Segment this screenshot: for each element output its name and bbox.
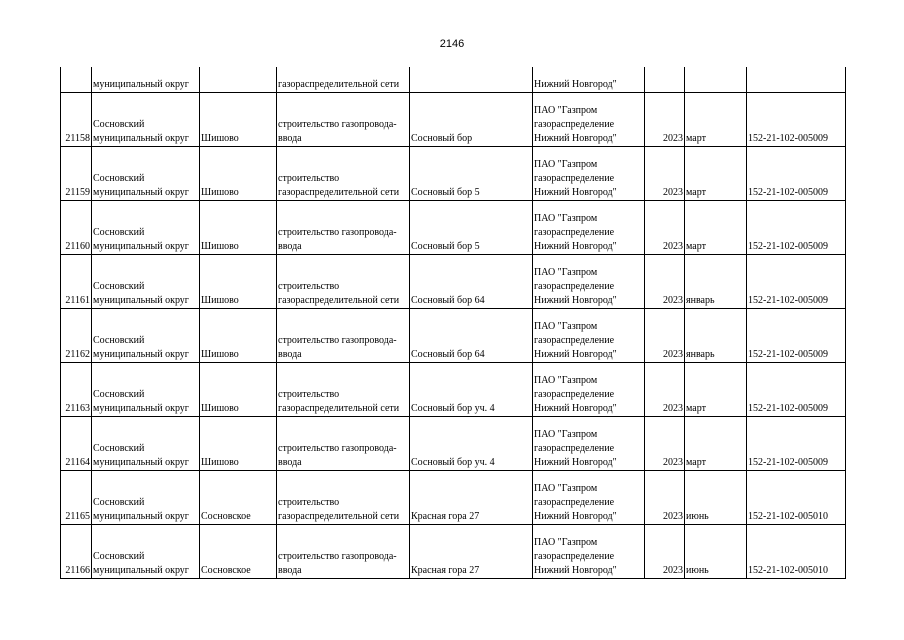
cell-district-line: Сосновский — [93, 173, 145, 184]
cell-month: июнь — [685, 471, 747, 525]
cell-organization-line: Нижний Новгород" — [534, 565, 617, 576]
cell-code: 152-21-102-005009 — [747, 363, 846, 417]
cell-work-type-line: ввода — [278, 133, 302, 144]
cell-organization-line: ПАО "Газпром — [534, 159, 598, 170]
cell-month: март — [685, 363, 747, 417]
cell-work-type-line: газораспределительной сети — [278, 295, 400, 306]
cell-organization — [533, 309, 645, 363]
cell-locality: Шишово — [200, 93, 277, 147]
cell-work-type — [277, 147, 410, 201]
cell-object: Сосновый бор — [410, 93, 533, 147]
table-row — [61, 525, 846, 579]
cell-num: 21159 — [61, 147, 92, 201]
cell-year — [645, 67, 685, 93]
cell-work-type-line: ввода — [278, 349, 302, 360]
cell-work-type-line: ввода — [278, 241, 302, 252]
cell-num: 21166 — [61, 525, 92, 579]
cell-organization-line: газораспределение — [534, 551, 615, 562]
table-row — [61, 201, 846, 255]
cell-num: 21165 — [61, 471, 92, 525]
cell-code: 152-21-102-005009 — [747, 93, 846, 147]
cell-district-line: муниципальный округ — [93, 565, 189, 576]
cell-organization-line: Нижний Новгород" — [534, 403, 617, 414]
cell-year: 2023 — [645, 309, 685, 363]
cell-organization-line: Нижний Новгород" — [534, 241, 617, 252]
cell-organization-line: газораспределение — [534, 281, 615, 292]
cell-organization — [533, 417, 645, 471]
cell-organization-line: ПАО "Газпром — [534, 105, 598, 116]
cell-district — [92, 525, 200, 579]
table-row — [61, 471, 846, 525]
cell-num: 21161 — [61, 255, 92, 309]
cell-district-line: Сосновский — [93, 227, 145, 238]
cell-district — [92, 363, 200, 417]
cell-organization-line: ПАО "Газпром — [534, 375, 598, 386]
cell-code: 152-21-102-005009 — [747, 309, 846, 363]
cell-work-type — [277, 255, 410, 309]
cell-work-type-line: строительство — [278, 281, 340, 292]
cell-organization — [533, 363, 645, 417]
cell-organization-line: Нижний Новгород" — [534, 349, 617, 360]
cell-year: 2023 — [645, 201, 685, 255]
cell-organization-line: газораспределение — [534, 497, 615, 508]
cell-object: Сосновый бор уч. 4 — [410, 363, 533, 417]
table-row — [61, 309, 846, 363]
cell-work-type — [277, 417, 410, 471]
cell-organization-line: ПАО "Газпром — [534, 429, 598, 440]
table-row — [61, 147, 846, 201]
cell-organization-line: газораспределение — [534, 119, 615, 130]
cell-district-line: Сосновский — [93, 389, 145, 400]
cell-work-type-line: строительство — [278, 173, 340, 184]
table-row — [61, 93, 846, 147]
cell-organization — [533, 255, 645, 309]
cell-district — [92, 147, 200, 201]
cell-work-type-line: строительство газопровода- — [278, 227, 397, 238]
cell-organization-line: Нижний Новгород" — [534, 187, 617, 198]
cell-district-line: муниципальный округ — [93, 133, 189, 144]
cell-organization-line: ПАО "Газпром — [534, 321, 598, 332]
cell-work-type-line: строительство — [278, 389, 340, 400]
cell-district — [92, 255, 200, 309]
cell-work-type: газораспределительной сети — [277, 67, 410, 93]
cell-work-type-line: ввода — [278, 565, 302, 576]
cell-locality: Сосновское — [200, 471, 277, 525]
cell-year: 2023 — [645, 147, 685, 201]
cell-work-type — [277, 525, 410, 579]
registry-table — [60, 67, 846, 579]
cell-organization-line: ПАО "Газпром — [534, 213, 598, 224]
cell-organization-line: Нижний Новгород" — [534, 511, 617, 522]
cell-district-line: Сосновский — [93, 443, 145, 454]
cell-work-type-line: строительство газопровода- — [278, 443, 397, 454]
cell-district-line: Сосновский — [93, 281, 145, 292]
cell-district-line: муниципальный округ — [93, 511, 189, 522]
cell-locality: Сосновское — [200, 525, 277, 579]
cell-object: Сосновый бор 64 — [410, 309, 533, 363]
table-row — [61, 363, 846, 417]
cell-work-type-line: строительство — [278, 497, 340, 508]
cell-locality: Шишово — [200, 201, 277, 255]
cell-num — [61, 67, 92, 93]
cell-num: 21163 — [61, 363, 92, 417]
cell-organization-line: газораспределение — [534, 227, 615, 238]
cell-work-type-line: строительство газопровода- — [278, 551, 397, 562]
cell-work-type-line: газораспределительной сети — [278, 187, 400, 198]
cell-object: Сосновый бор 5 — [410, 147, 533, 201]
cell-num: 21164 — [61, 417, 92, 471]
cell-organization-line: ПАО "Газпром — [534, 537, 598, 548]
cell-month: март — [685, 417, 747, 471]
cell-district-line: муниципальный округ — [93, 241, 189, 252]
cell-organization — [533, 471, 645, 525]
cell-organization — [533, 201, 645, 255]
cell-organization-line: газораспределение — [534, 335, 615, 346]
cell-organization-line: газораспределение — [534, 173, 615, 184]
cell-district — [92, 309, 200, 363]
table-row — [61, 255, 846, 309]
cell-work-type — [277, 363, 410, 417]
cell-locality: Шишово — [200, 363, 277, 417]
cell-district-line: муниципальный округ — [93, 457, 189, 468]
cell-organization-line: ПАО "Газпром — [534, 267, 598, 278]
cell-month: июнь — [685, 525, 747, 579]
cell-code: 152-21-102-005009 — [747, 417, 846, 471]
cell-month: март — [685, 147, 747, 201]
cell-object: Сосновый бор 64 — [410, 255, 533, 309]
cell-year: 2023 — [645, 255, 685, 309]
cell-district — [92, 201, 200, 255]
cell-work-type-line: газораспределительной сети — [278, 511, 400, 522]
cell-district-line: Сосновский — [93, 551, 145, 562]
cell-object: Сосновый бор уч. 4 — [410, 417, 533, 471]
cell-code: 152-21-102-005009 — [747, 201, 846, 255]
table-row — [61, 417, 846, 471]
cell-month: январь — [685, 309, 747, 363]
cell-year: 2023 — [645, 525, 685, 579]
cell-code: 152-21-102-005009 — [747, 147, 846, 201]
cell-month: январь — [685, 255, 747, 309]
cell-year: 2023 — [645, 363, 685, 417]
cell-object: Сосновый бор 5 — [410, 201, 533, 255]
cell-locality: Шишово — [200, 147, 277, 201]
cell-district: муниципальный округ — [92, 67, 200, 93]
cell-work-type — [277, 201, 410, 255]
cell-district-line: муниципальный округ — [93, 349, 189, 360]
cell-work-type — [277, 309, 410, 363]
cell-object — [410, 67, 533, 93]
cell-num: 21158 — [61, 93, 92, 147]
cell-num: 21162 — [61, 309, 92, 363]
cell-organization — [533, 147, 645, 201]
cell-month: март — [685, 201, 747, 255]
cell-organization — [533, 525, 645, 579]
cell-work-type-line: строительство газопровода- — [278, 119, 397, 130]
cell-year: 2023 — [645, 471, 685, 525]
cell-month — [685, 67, 747, 93]
cell-organization-line: Нижний Новгород" — [534, 457, 617, 468]
cell-code: 152-21-102-005009 — [747, 255, 846, 309]
cell-code — [747, 67, 846, 93]
cell-organization-line: Нижний Новгород" — [534, 133, 617, 144]
cell-locality — [200, 67, 277, 93]
cell-district-line: муниципальный округ — [93, 295, 189, 306]
cell-code: 152-21-102-005010 — [747, 525, 846, 579]
cell-organization-line: ПАО "Газпром — [534, 483, 598, 494]
cell-district-line: Сосновский — [93, 497, 145, 508]
cell-district-line: муниципальный округ — [93, 403, 189, 414]
cell-organization-line: Нижний Новгород" — [534, 295, 617, 306]
cell-district — [92, 93, 200, 147]
registry-body — [61, 67, 846, 579]
cell-organization-line: газораспределение — [534, 389, 615, 400]
cell-month: март — [685, 93, 747, 147]
table-row-continued — [61, 67, 846, 93]
cell-object: Красная гора 27 — [410, 471, 533, 525]
cell-work-type-line: строительство газопровода- — [278, 335, 397, 346]
cell-num: 21160 — [61, 201, 92, 255]
cell-district — [92, 417, 200, 471]
cell-organization — [533, 93, 645, 147]
cell-work-type — [277, 471, 410, 525]
cell-district-line: муниципальный округ — [93, 187, 189, 198]
cell-locality: Шишово — [200, 417, 277, 471]
cell-work-type — [277, 93, 410, 147]
cell-year: 2023 — [645, 417, 685, 471]
page-number: 2146 — [439, 38, 465, 50]
cell-locality: Шишово — [200, 309, 277, 363]
cell-work-type-line: ввода — [278, 457, 302, 468]
cell-code: 152-21-102-005010 — [747, 471, 846, 525]
cell-district — [92, 471, 200, 525]
cell-year: 2023 — [645, 93, 685, 147]
cell-organization-line: газораспределение — [534, 443, 615, 454]
cell-district-line: Сосновский — [93, 119, 145, 130]
cell-work-type-line: газораспределительной сети — [278, 403, 400, 414]
cell-locality: Шишово — [200, 255, 277, 309]
cell-object: Красная гора 27 — [410, 525, 533, 579]
cell-organization: Нижний Новгород" — [533, 67, 645, 93]
cell-district-line: Сосновский — [93, 335, 145, 346]
